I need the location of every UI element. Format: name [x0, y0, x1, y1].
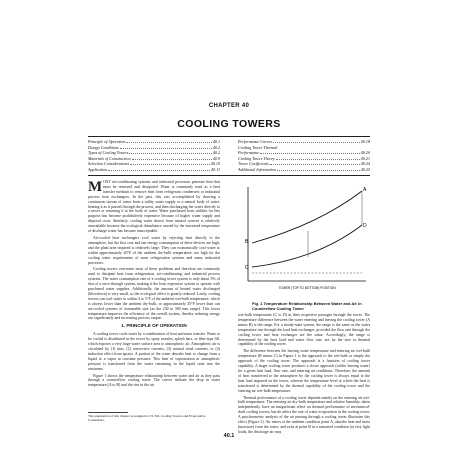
toc-entry-label: Performance: [238, 150, 260, 156]
paragraph: A cooling tower cools water by a combination of heat and mass transfer. Water to be cooled is distributed in the tower by spray nozzles, splash bars, or film-type fill, which exposes a very large water surface area to atmospheric air. Atmospheric air is circulated by (1) fans, (2) convective currents, (3) natural wind currents, or (4) induction effect from sprays. A portion of the water absorbs heat to change from a liquid to a vapor at constant pressure. This heat of vaporization at atmospheric pressure is transferred from the water remaining in the liquid state into the airstream.: [88, 332, 220, 371]
toc-entry-label: Principle of Operation: [88, 139, 126, 144]
toc-entry-page: 40.20: [360, 150, 370, 156]
toc-leader-dots: [108, 167, 210, 171]
water-temperature-curve: [252, 191, 362, 243]
toc-entry-page: 40.21: [360, 155, 370, 161]
section-heading: 1. PRINCIPLE OF OPERATION: [121, 323, 187, 329]
toc-leader-dots: [126, 139, 212, 143]
intro-paragraph: OST air-conditioning systems and industrial processes generate heat that must be removed and dissipated. Water is commonly used as a heat transfer medium to remove heat from refrigerant condensers or industrial process heat exchangers. In the past, this was accomplished by drawing a continuous stream of water from a utility water supply or a natural body of water, heating it as it passed through the process, and then discharging the water directly to a sewer or returning it to the body of water. Water purchased from utilities for this purpose has become prohibitively expensive because of higher water supply and disposal costs. Similarly, cooling water drawn from natural sources is relatively unavailable because the ecological disturbance caused by the increased temperature of discharge water has become unacceptable.: [88, 180, 220, 234]
toc-left: [88, 139, 220, 173]
toc-entry-label: Application: [88, 166, 108, 172]
point-label-b: B: [245, 239, 249, 245]
toc-entry-label: Materials of Construction: [88, 155, 131, 161]
toc-leader-dots: [270, 161, 360, 165]
footnote-rule: [88, 412, 128, 413]
toc-leader-dots: [278, 145, 369, 149]
toc-leader-dots: [120, 145, 212, 149]
toc-entry-page: 40.2: [212, 144, 220, 150]
toc-entry[interactable]: [238, 167, 370, 173]
toc-entry-label: Types of Cooling Towers: [88, 150, 129, 156]
point-label-a: A: [363, 187, 367, 193]
toc-entry-label: Selection Considerations: [88, 161, 130, 167]
left-column: [88, 180, 220, 410]
chapter-title: COOLING TOWERS: [177, 118, 281, 130]
figure-1: [238, 181, 372, 297]
toc-entry-page: 40.24: [360, 161, 370, 167]
paragraph: Thermal performance of a cooling tower depends mainly on the entering air wet-bulb temperature. The entering air dry-bulb temperature and relative humidity, taken independently, have an insignificant effect on thermal performance of mechanical-draft cooling towers, but do affect the rate of water evaporation in the cooling tower. A psychrometric analysis of the air passing through a cooling tower illustrates this effect (Figure 2). Air enters at the ambient condition point A, absorbs heat and mass (moisture) from the water, and exits at point B in a saturated condition (at very light loads, the discharge air may: [238, 395, 370, 434]
toc-right: [238, 139, 370, 173]
toc-top-rule: [88, 136, 370, 137]
paragraph: Cooling towers overcome most of these problems and therefore are commonly used to dissipate heat from refrigeration, air-conditioning, and industrial process systems. The water consumption rate of a cooling tower system is only about 5% of that of a once-through system, making it the least expensive system to operate with purchased water supplies. Additionally, the amount of heated water discharged (blowdown) is very small, so the ecological effect is greatly reduced. Lastly, cooling towers can cool water to within 4 to 5°F of the ambient wet-bulb temperature, which is always lower than the ambient dry-bulb, or approximately 35°F lower than can air-cooled systems of reasonable size (as the 230 to 300 mm range). This lower temperature improves the efficiency of the overall system, thereby reducing energy use significantly and increasing process output.: [88, 267, 220, 321]
x-axis-label: TOWER (TOP TO BOTTOM) POSITION: [278, 286, 336, 290]
paragraph: The difference between the leaving water temperature and entering air wet-bulb temperature (B minus C) in Figure 1 is the approach to the wet-bulb or simply the approach of the cooling tower. The approach is a function of cooling tower capability. A larger cooling tower produces a closer approach (colder leaving water) for a given heat load, flow rate, and entering air conditions. Therefore, the amount of heat transferred to the atmosphere by the cooling tower is always equal to the heat load imposed on the tower, whereas the temperature level at which the heat is transferred is determined by the thermal capability of the cooling tower and the entering air wet-bulb temperature.: [238, 349, 370, 393]
toc-entry-page: 40.18: [360, 139, 370, 144]
paragraph: Air-cooled heat exchangers cool water by rejecting heat directly to the atmosphere, but the first cost and fan energy consumption of these devices are high, and the plant area required is relatively large. They can economically cool water to within approximately 20°F of the ambient dry-bulb temperature; too high for the cooling water requirements of most refrigeration systems and many industrial processes.: [88, 235, 220, 265]
air-wetbulb-curve: [252, 225, 362, 267]
paragraph: wet-bulb temperature (C to D) in their respective passages through the tower. The temperature difference between the water entering and leaving the cooling tower (A minus B) is the range. For a steady-state system, the range is the same as the water temperature rise through the load heat exchanger, provided the flow rate through the cooling tower and heat exchanger are the same. Accordingly, the range is determined by the heat load and water flow rate, not by the size or thermal capability of the cooling tower.: [238, 313, 370, 347]
toc-entry-label: Additional Information: [238, 166, 276, 172]
toc-entry[interactable]: [88, 167, 220, 173]
toc-leader-dots: [130, 161, 210, 165]
toc-entry-page: 40.9: [212, 155, 220, 161]
page-number: 40.1: [223, 433, 235, 439]
toc-entry-label: Performance Curves: [238, 139, 272, 144]
right-column: [238, 313, 370, 434]
toc-entry-page: 40.10: [210, 161, 220, 167]
toc-entry-page: 40.1: [212, 139, 220, 144]
paragraph: Figure 1 shows the temperature relationship between water and air as they pass through a counterflow cooling tower. The curves indicate the drop in water temperature (A to B) and the rise in the air: [88, 373, 220, 388]
point-label-c: C: [245, 265, 249, 271]
toc-entry-page: 40.2: [212, 150, 220, 156]
figure-chart: [238, 181, 372, 297]
figure-caption: Fig. 1 Temperature Relationship Between Water and Air in Counterflow Cooling Tower: [252, 301, 362, 311]
toc-leader-dots: [277, 167, 360, 171]
toc-entry-label: Tower Coefficients: [238, 161, 269, 167]
toc-leader-dots: [129, 150, 211, 154]
toc-leader-dots: [260, 150, 359, 154]
toc-leader-dots: [273, 139, 360, 143]
drop-cap: M: [88, 179, 103, 195]
toc-leader-dots: [276, 156, 360, 160]
toc-leader-dots: [132, 156, 212, 160]
point-label-d: D: [363, 223, 367, 229]
toc-entry-page: 40.11: [211, 166, 220, 172]
toc-bottom-rule: [88, 175, 370, 176]
toc-entry-label: Cooling Tower Theory: [238, 155, 275, 161]
toc-entry-label: Cooling Tower Thermal: [238, 144, 278, 150]
toc-entry-page: 40.25: [360, 166, 370, 172]
toc-entry-label: Design Conditions: [88, 144, 119, 150]
chapter-number: CHAPTER 40: [208, 103, 250, 109]
footnote: The preparation of this chapter is assigned to TC 8.6, Cooling Towers and Evaporative Condensers.: [88, 414, 206, 423]
